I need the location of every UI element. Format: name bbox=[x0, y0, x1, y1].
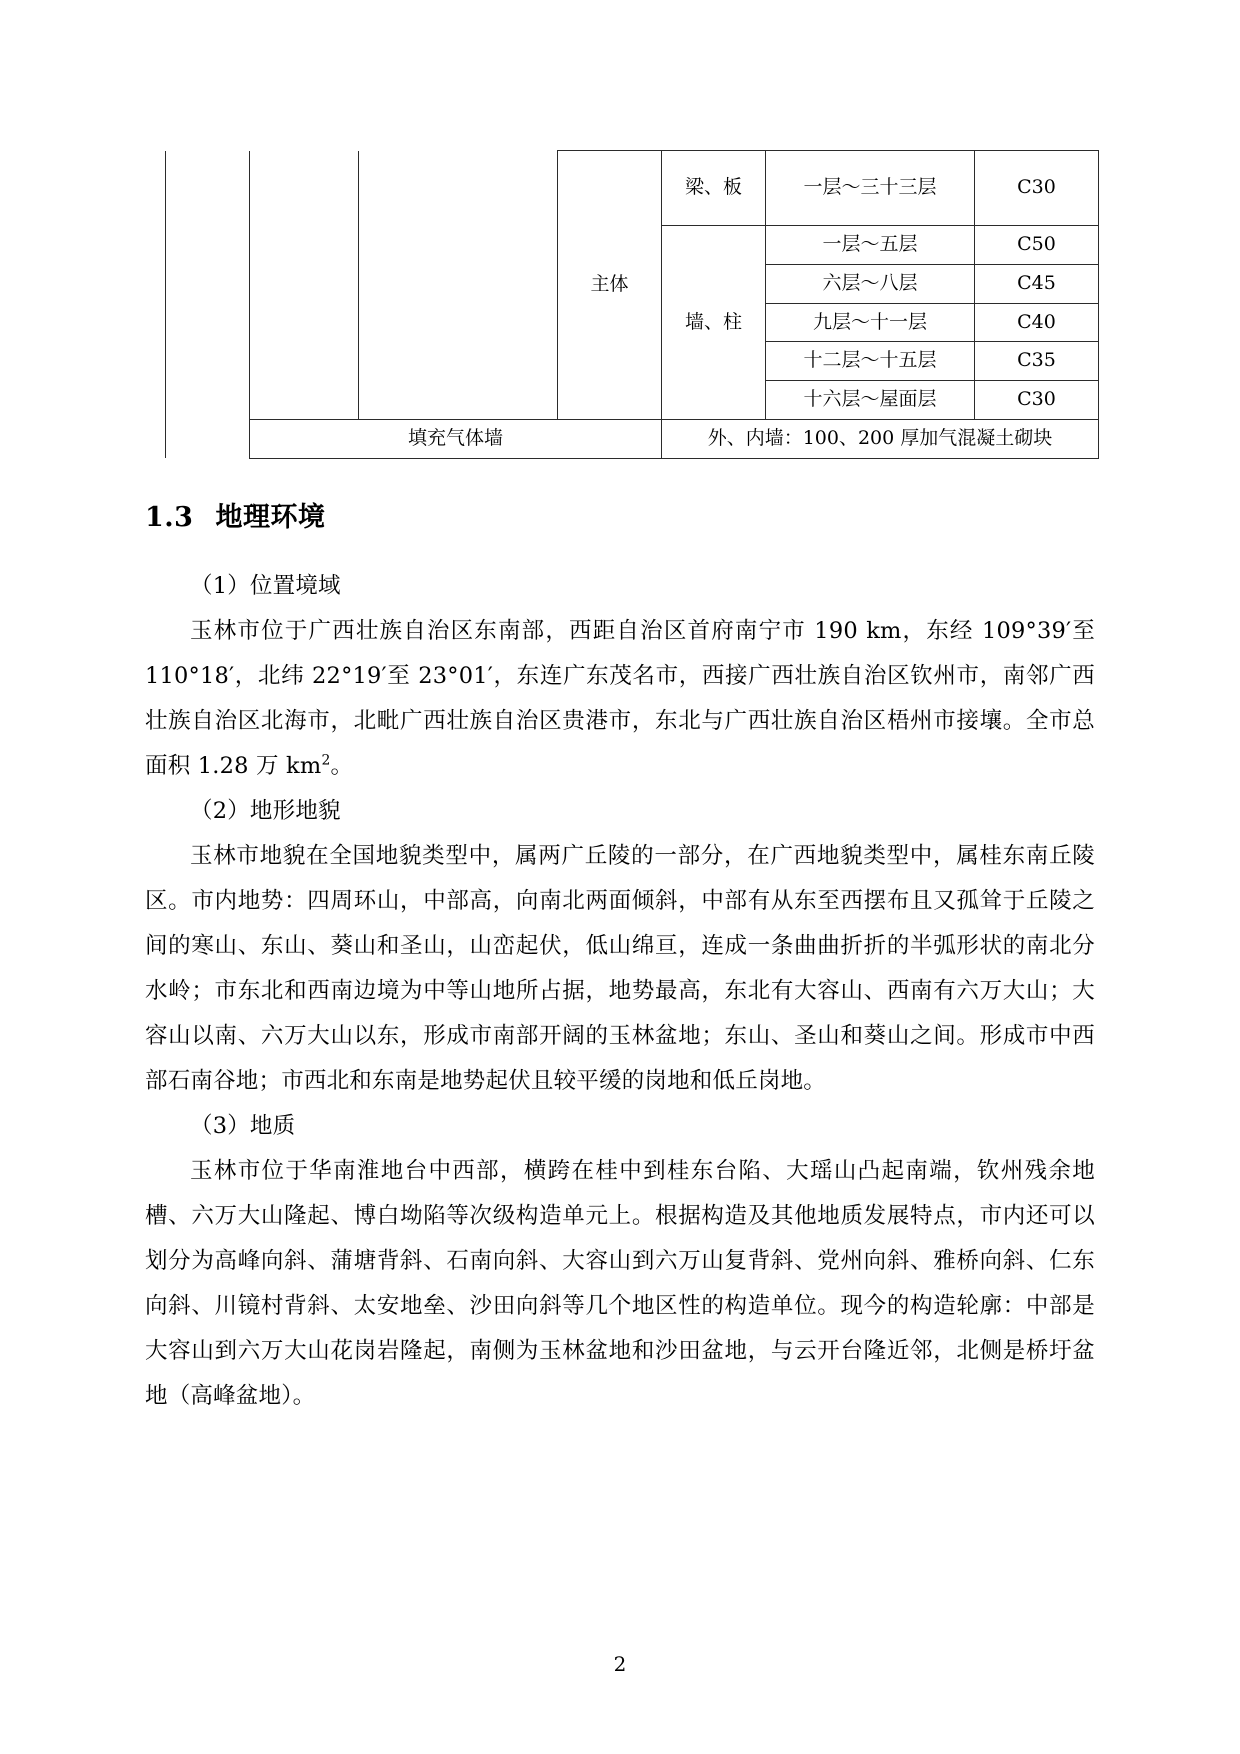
table-row-fill-wall bbox=[166, 419, 1099, 458]
subsection-label-2: （2）地形地貌 bbox=[190, 797, 341, 824]
table-cell-empty-left1 bbox=[166, 151, 250, 420]
table-cell-range: 九层～十一层 bbox=[766, 303, 975, 342]
table-cell-grade: C30 bbox=[975, 151, 1099, 226]
table-cell-range: 十六层～屋面层 bbox=[766, 381, 975, 420]
table-cell-empty-left1 bbox=[166, 419, 250, 458]
table-cell-range: 一层～三十三层 bbox=[766, 151, 975, 226]
table-cell-range: 六层～八层 bbox=[766, 264, 975, 303]
table-cell-grade: C40 bbox=[975, 303, 1099, 342]
subsection-body-1 bbox=[145, 609, 1095, 789]
subsection-body-2: 玉林市地貌在全国地貌类型中，属两广丘陵的一部分，在广西地貌类型中，属桂东南丘陵区。市内地势：四周环山，中部高，向南北两面倾斜，中部有从东至西摆布且又孤耸于丘陵之间的寒山、东山、葵山和圣山，山峦起伏，低山绵亘，连成一条曲曲折折的半弧形状的南北分水岭；市东北和西南边境为中等山地所占据，地势最高，东北有大容山、西南有六万大山；大容山以南、六万大山以东，形成市南部开阔的玉林盆地；东山、圣山和葵山之间。形成市中西部石南谷地；市西北和东南是地势起伏且较平缓的岗地和低丘岗地。 bbox=[145, 842, 1095, 1094]
table-cell-grade: C45 bbox=[975, 264, 1099, 303]
table-row bbox=[166, 151, 1099, 226]
subsection-body-1-tail: 。 bbox=[330, 752, 354, 779]
table-cell-empty-left3 bbox=[359, 151, 558, 420]
table-cell-fill-wall-value: 外、内墙：100、200 厚加气混凝土砌块 bbox=[662, 419, 1099, 458]
table-cell-fill-wall-label: 填充气体墙 bbox=[250, 419, 662, 458]
table-cell-main-label: 主体 bbox=[558, 151, 662, 420]
page-number: 2 bbox=[613, 1652, 627, 1676]
subsection-label-3: （3）地质 bbox=[190, 1112, 296, 1139]
table-cell-grade: C35 bbox=[975, 342, 1099, 381]
subsection-body-3: 玉林市位于华南淮地台中西部，横跨在桂中到桂东台陷、大瑶山凸起南端，钦州残余地槽、六万大山隆起、博白坳陷等次级构造单元上。根据构造及其他地质发展特点，市内还可以划分为高峰向斜、蒲塘背斜、石南向斜、大容山到六万山复背斜、党州向斜、雅桥向斜、仁东向斜、川镜村背斜、太安地垒、沙田向斜等几个地区性的构造单位。现今的构造轮廓：中部是大容山到六万大山花岗岩隆起，南侧为玉林盆地和沙田盆地，与云开台隆近邻，北侧是桥圩盆地（高峰盆地）。 bbox=[145, 1157, 1095, 1409]
section-title: 地理环境 bbox=[215, 501, 326, 533]
table-cell-grade: C30 bbox=[975, 381, 1099, 420]
table-cell-empty-left2 bbox=[250, 151, 359, 420]
concrete-grade-table bbox=[165, 150, 1099, 459]
table-cell-part: 梁、板 bbox=[662, 151, 766, 226]
page-title bbox=[145, 495, 1095, 534]
superscript-square: 2 bbox=[321, 752, 331, 768]
table-cell-part: 墙、柱 bbox=[662, 226, 766, 420]
subsection-label-1: （1）位置境域 bbox=[190, 572, 341, 599]
section-number: 1.3 bbox=[145, 501, 194, 533]
subsection-body-1-text: 玉林市位于广西壮族自治区东南部，西距自治区首府南宁市 190 km，东经 109°39′至 110°18′，北纬 22°19′至 23°01′，东连广东茂名市，西接广西壮族自治区钦州市，南邻广西壮族自治区北海市，北毗广西壮族自治区贵港市，东北与广西壮族自治区梧州市接壤。全市总面积 1.28 万 km bbox=[145, 617, 1095, 779]
table-cell-grade: C50 bbox=[975, 226, 1099, 265]
table-cell-range: 一层～五层 bbox=[766, 226, 975, 265]
table-cell-range: 十二层～十五层 bbox=[766, 342, 975, 381]
